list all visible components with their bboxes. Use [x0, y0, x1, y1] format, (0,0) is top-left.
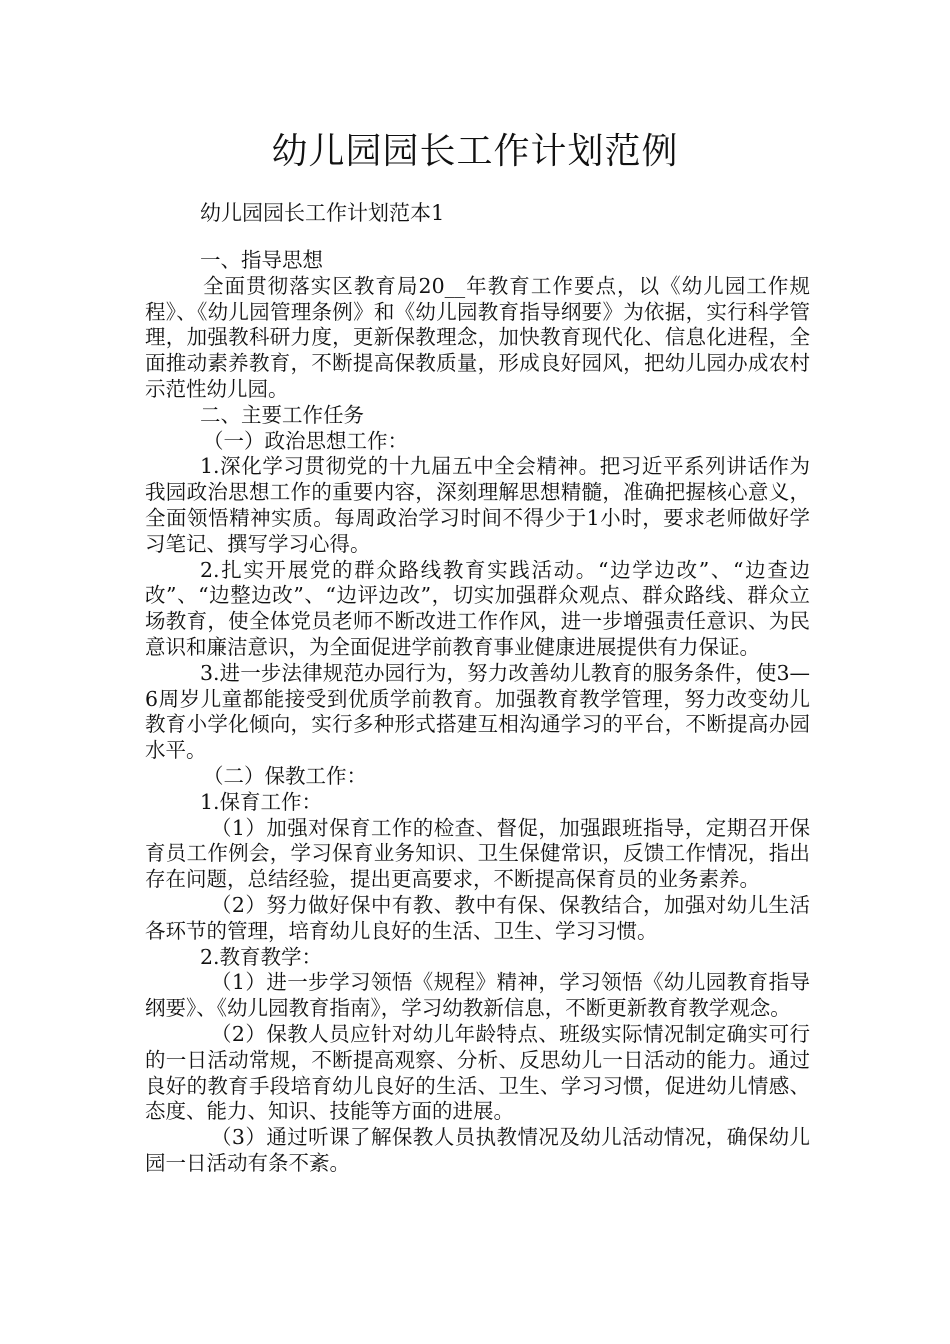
paragraph: （3）通过听课了解保教人员执教情况及幼儿活动情况，确保幼儿园一日活动有条不紊。	[145, 1125, 810, 1175]
section-heading: 一、指导思想	[200, 248, 323, 272]
document-body	[145, 248, 810, 1177]
section-heading: 二、主要工作任务	[200, 402, 364, 427]
subsection-heading: （二）保教工作：	[203, 763, 367, 788]
paragraph: （2）保教人员应针对幼儿年龄特点、班级实际情况制定确实可行的一日活动常规，不断提高观察、分析、反思幼儿一日活动的能力。通过良好的教育手段培育幼儿良好的生活、卫生、学习习惯，促进幼儿情感、态度、能力、知识、技能等方面的进展。	[145, 1021, 810, 1124]
paragraph: 全面贯彻落实区教育局20__年教育工作要点，以《幼儿园工作规程》、《幼儿园管理条例》和《幼儿园教育指导纲要》为依据，实行科学管理，加强教科研力度，更新保教理念，加快教育现代化、信息化进程，全面推动素养教育，不断提高保教质量，形成良好园风，把幼儿园办成农村示范性幼儿园。	[145, 273, 810, 401]
subsection-heading: （一）政治思想工作：	[203, 428, 408, 453]
paragraph: 2.扎实开展党的群众路线教育实践活动。“边学边改”、“边查边改”、“边整边改”、“边评边改”，切实加强群众观点、群众路线、群众立场教育，使全体党员老师不断改进工作作风，进一步增强责任意识、为民意识和廉洁意识，为全面促进学前教育事业健康进展提供有力保证。	[145, 557, 810, 659]
document-subtitle: 幼儿园园长工作计划范本1	[200, 201, 445, 225]
item-heading: 2.教育教学：	[200, 944, 323, 969]
item-heading: 1.保育工作：	[200, 789, 323, 814]
paragraph: 3.进一步法律规范办园行为，努力改善幼儿教育的服务条件，使3—6周岁儿童都能接受到优质学前教育。加强教育教学管理，努力改变幼儿教育小学化倾向，实行多种形式搭建互相沟通学习的平台，不断提高办园水平。	[145, 660, 810, 763]
document-title: 幼儿园园长工作计划范例	[271, 131, 679, 172]
paragraph: （2）努力做好保中有教、教中有保、保教结合，加强对幼儿生活各环节的管理，培育幼儿良好的生活、卫生、学习习惯。	[145, 892, 810, 943]
paragraph: 1.深化学习贯彻党的十九届五中全会精神。把习近平系列讲话作为我园政治思想工作的重要内容，深刻理解思想精髓，准确把握核心意义，全面领悟精神实质。每周政治学习时间不得少于1小时，要求老师做好学习笔记、撰写学习心得。	[145, 454, 810, 556]
paragraph: （1）加强对保育工作的检查、督促，加强跟班指导，定期召开保育员工作例会，学习保育业务知识、卫生保健常识，反馈工作情况，指出存在问题，总结经验，提出更高要求，不断提高保育员的业务素养。	[145, 815, 810, 892]
paragraph: （1）进一步学习领悟《规程》精神，学习领悟《幼儿园教育指导纲要》、《幼儿园教育指南》，学习幼教新信息，不断更新教育教学观念。	[145, 970, 810, 1021]
